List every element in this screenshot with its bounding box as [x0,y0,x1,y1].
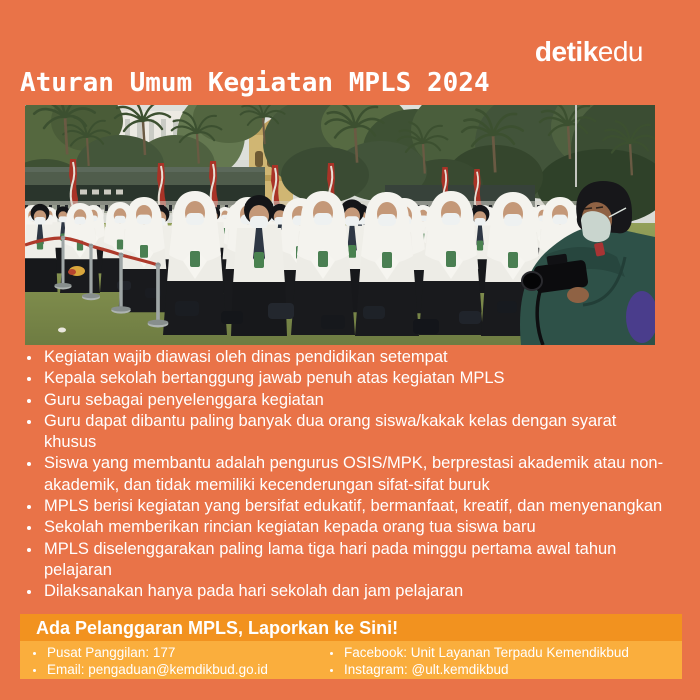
detikedu-logo [535,38,643,66]
report-heading: Ada Pelanggaran MPLS, Laporkan ke Sini! [20,614,682,641]
logo-edu: edu [597,36,643,67]
page-title: Aturan Umum Kegiatan MPLS 2024 [20,68,490,98]
report-contacts [20,641,682,679]
rule-item: • Kegiatan wajib diawasi oleh dinas pendidikan setempat [42,347,670,368]
contact-item: • Facebook: Unit Layanan Terpadu Kemendikbud [343,644,682,661]
contact-item: • Pusat Panggilan: 177 [46,644,317,661]
rule-item: • Siswa yang membantu adalah pengurus OSIS/MPK, berprestasi akademik atau non-akademik, dan tidak memiliki kecenderungan sifat-sifat buruk [42,453,670,496]
rules-list [24,347,670,603]
rule-item: • Guru sebagai penyelenggara kegiatan [42,390,670,411]
report-box [20,614,682,679]
rule-item: • MPLS berisi kegiatan yang bersifat edukatif, bermanfaat, kreatif, dan menyenangkan [42,496,670,517]
rule-item: • Dilaksanakan hanya pada hari sekolah dan jam pelajaran [42,581,670,602]
ceremony-photo-art [25,105,655,345]
contact-item: • Email: pengaduan@kemdikbud.go.id [46,661,317,678]
contact-item: • Instagram: @ult.kemdikbud [343,661,682,678]
rule-item: • Kepala sekolah bertanggung jawab penuh atas kegiatan MPLS [42,368,670,389]
contact-list-left [20,643,317,679]
rule-item: • Guru dapat dibantu paling banyak dua orang siswa/kakak kelas dengan syarat khusus [42,411,670,454]
contact-list-right [317,643,682,679]
logo-detik: detik [534,36,598,67]
rule-item: • Sekolah memberikan rincian kegiatan kepada orang tua siswa baru [42,517,670,538]
rule-item: • MPLS diselenggarakan paling lama tiga hari pada minggu pertama awal tahun pelajaran [42,539,670,582]
photographer-hand [567,287,589,303]
ceremony-photo [25,105,655,345]
